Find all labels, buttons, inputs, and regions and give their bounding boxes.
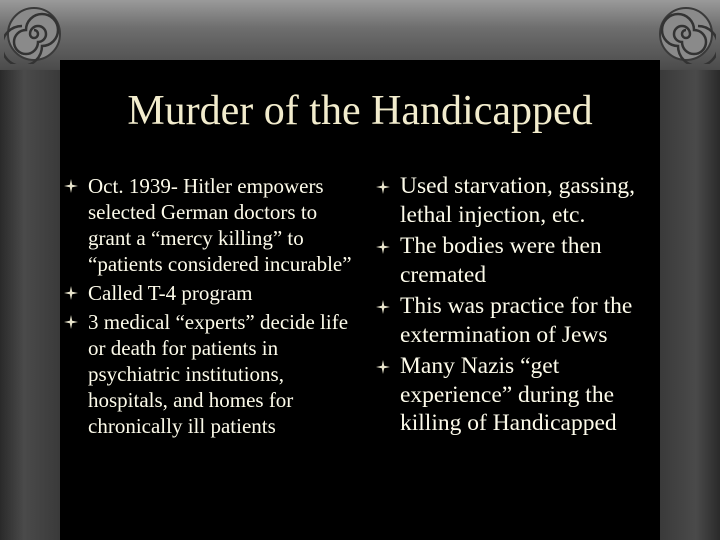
star-bullet-icon bbox=[376, 300, 390, 314]
star-bullet-icon bbox=[64, 179, 78, 193]
bullet-text: This was practice for the extermination of Jews bbox=[400, 293, 633, 348]
star-bullet-icon bbox=[64, 286, 78, 300]
ionic-volute-icon bbox=[4, 4, 64, 64]
list-item bbox=[62, 280, 352, 306]
left-bullet-list bbox=[62, 173, 352, 442]
bullet-text: Called T-4 program bbox=[88, 281, 253, 305]
bullet-text: 3 medical “experts” decide life or death for patients in psychiatric institutions, hospitals, and homes for chronically ill patients bbox=[88, 310, 349, 438]
list-item bbox=[374, 172, 674, 229]
left-pillar bbox=[0, 70, 60, 540]
star-bullet-icon bbox=[376, 240, 390, 254]
star-bullet-icon bbox=[376, 180, 390, 194]
list-item bbox=[62, 309, 352, 439]
list-item bbox=[374, 232, 674, 289]
list-item bbox=[62, 173, 352, 277]
star-bullet-icon bbox=[376, 360, 390, 374]
ionic-volute-icon bbox=[656, 4, 716, 64]
list-item bbox=[374, 292, 674, 349]
bullet-text: Used starvation, gassing, lethal injection, etc. bbox=[400, 173, 635, 228]
right-bullet-list bbox=[374, 172, 674, 441]
bullet-text: Oct. 1939- Hitler empowers selected German doctors to grant a “mercy killing” to “patients considered incurable” bbox=[88, 174, 352, 276]
bullet-text: The bodies were then cremated bbox=[400, 233, 602, 288]
star-bullet-icon bbox=[64, 315, 78, 329]
list-item bbox=[374, 352, 674, 438]
slide-title: Murder of the Handicapped bbox=[127, 88, 593, 134]
bullet-text: Many Nazis “get experience” during the killing of Handicapped bbox=[400, 353, 617, 436]
